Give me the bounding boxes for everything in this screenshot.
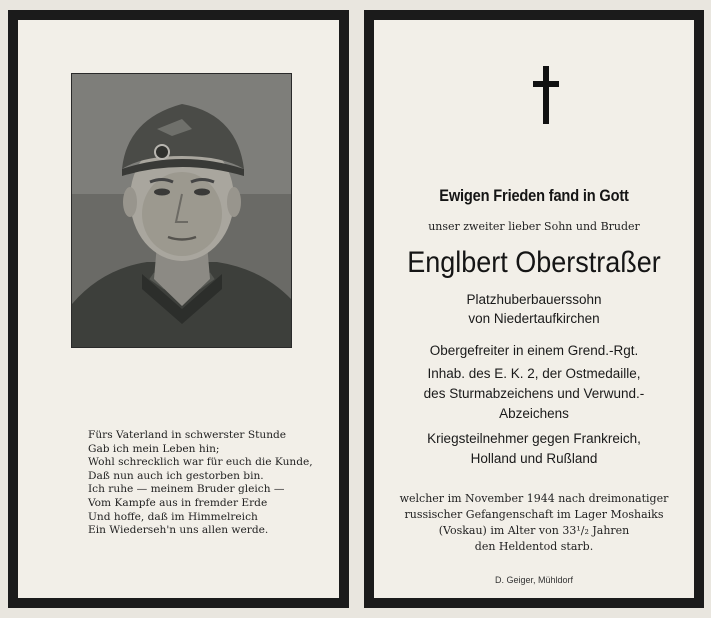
portrait-photo	[71, 73, 292, 348]
origin-line: von Niedertaufkirchen	[468, 311, 600, 326]
poem-line: Ich ruhe — meinem Bruder gleich —	[88, 483, 285, 496]
service-line: des Sturmabzeichens und Verwund.-	[423, 386, 645, 401]
poem-line: Ein Wiederseh'n uns allen werde.	[88, 524, 269, 537]
service-line: Kriegsteilnehmer gegen Frankreich,	[427, 431, 641, 446]
printer-credit: D. Geiger, Mühldorf	[494, 575, 574, 585]
soldier-portrait-image	[72, 74, 291, 347]
service-line: Holland und Rußland	[470, 451, 598, 466]
left-panel-inner	[18, 20, 339, 598]
death-text-line: welcher im November 1944 nach dreimonatiger	[399, 492, 669, 505]
poem-line: Fürs Vaterland in schwerster Stunde	[88, 429, 287, 441]
death-text-line: (Voskau) im Alter von 33¹/₂ Jahren	[438, 524, 630, 537]
poem-line: Vom Kampfe aus in fremder Erde	[88, 496, 268, 509]
poem-line: Gab ich mein Leben hin;	[88, 442, 220, 455]
poem-line: Wohl schrecklich war für euch die Kunde,	[88, 456, 313, 469]
headline: Ewigen Frieden fand in Gott	[439, 186, 629, 205]
memorial-card-left-panel	[8, 10, 349, 608]
poem-line: Daß nun auch ich gestorben bin.	[88, 469, 264, 482]
service-line: Inhab. des E. K. 2, der Ostmedaille,	[427, 366, 641, 381]
memorial-poem	[88, 429, 318, 538]
death-text-line: den Heldentod starb.	[474, 540, 594, 553]
deceased-name: Englbert Oberstraßer	[407, 246, 661, 279]
origin-line: Platzhuberbauerssohn	[466, 292, 602, 307]
cross-icon	[533, 66, 559, 124]
service-line: Abzeichens	[499, 406, 569, 421]
poem-line: Und hoffe, daß im Himmelreich	[88, 510, 258, 523]
subline: unser zweiter lieber Sohn und Bruder	[428, 220, 640, 233]
right-panel-inner	[374, 20, 694, 598]
service-line: Obergefreiter in einem Grend.-Rgt.	[429, 343, 639, 358]
death-text-line: russischer Gefangenschaft im Lager Moshaiks	[404, 508, 664, 521]
memorial-card-right-panel	[364, 10, 704, 608]
